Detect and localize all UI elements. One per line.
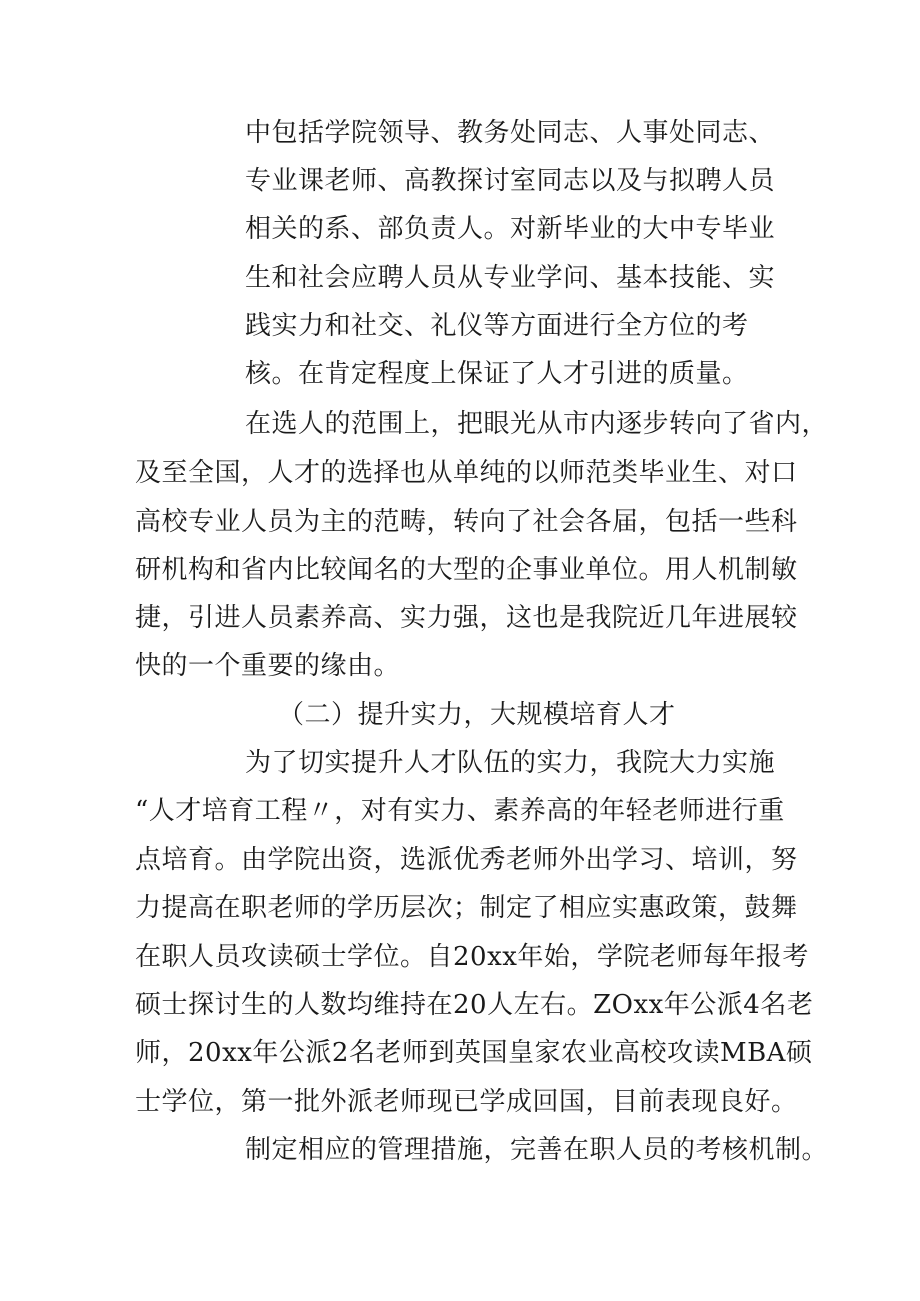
- text-line: 师，20xx年公派2名老师到英国皇家农业高校攻读MBA硕: [135, 1038, 813, 1068]
- text-line: 及至全国，人才的选择也从单纯的以师范类毕业生、对口: [135, 458, 798, 488]
- text-line: 相关的系、部负责人。对新毕业的大中专毕业: [245, 214, 776, 244]
- text-line: 捷，引进人员素养高、实力强，这也是我院近几年进展较: [135, 603, 798, 633]
- text-line: 在职人员攻读硕士学位。自20xx年始，学院老师每年报考: [135, 942, 809, 972]
- text-line: 士学位，第一批外派老师现已学成回国，目前表现良好。: [135, 1087, 798, 1117]
- text-line: 专业课老师、高教探讨室同志以及与拟聘人员: [245, 166, 776, 196]
- text-line: 中包括学院领导、教务处同志、人事处同志、: [245, 118, 776, 148]
- text-line: 力提高在职老师的学历层次；制定了相应实惠政策，鼓舞: [135, 893, 798, 923]
- text-line: 点培育。由学院出资，选派优秀老师外出学习、培训，努: [135, 845, 798, 875]
- text-line: 硕士探讨生的人数均维持在20人左右。ZOxx年公派4名老: [135, 990, 814, 1020]
- paragraph-first-line: 为了切实提升人才队伍的实力，我院大力实施: [245, 748, 776, 778]
- paragraph-first-line: 在选人的范围上，把眼光从市内逐步转向了省内，: [245, 409, 829, 439]
- text-line: 快的一个重要的缘由。: [135, 651, 401, 681]
- text-line: 践实力和社交、礼仪等方面进行全方位的考: [245, 311, 749, 341]
- text-line: 研机构和省内比较闻名的大型的企事业单位。用人机制敏: [135, 555, 798, 585]
- text-line: “人才培育工程〃，对有实力、素养高的年轻老师进行重: [135, 796, 785, 826]
- section-heading: （二）提升实力，大规模培育人才: [278, 700, 676, 730]
- text-line: 核。在肯定程度上保证了人才引进的质量。: [245, 359, 749, 389]
- paragraph-first-line: 制定相应的管理措施，完善在职人员的考核机制。: [245, 1135, 829, 1165]
- text-line: 高校专业人员为主的范畴，转向了社会各届，包括一些科: [135, 507, 798, 537]
- text-line: 生和社会应聘人员从专业学问、基本技能、实: [245, 263, 776, 293]
